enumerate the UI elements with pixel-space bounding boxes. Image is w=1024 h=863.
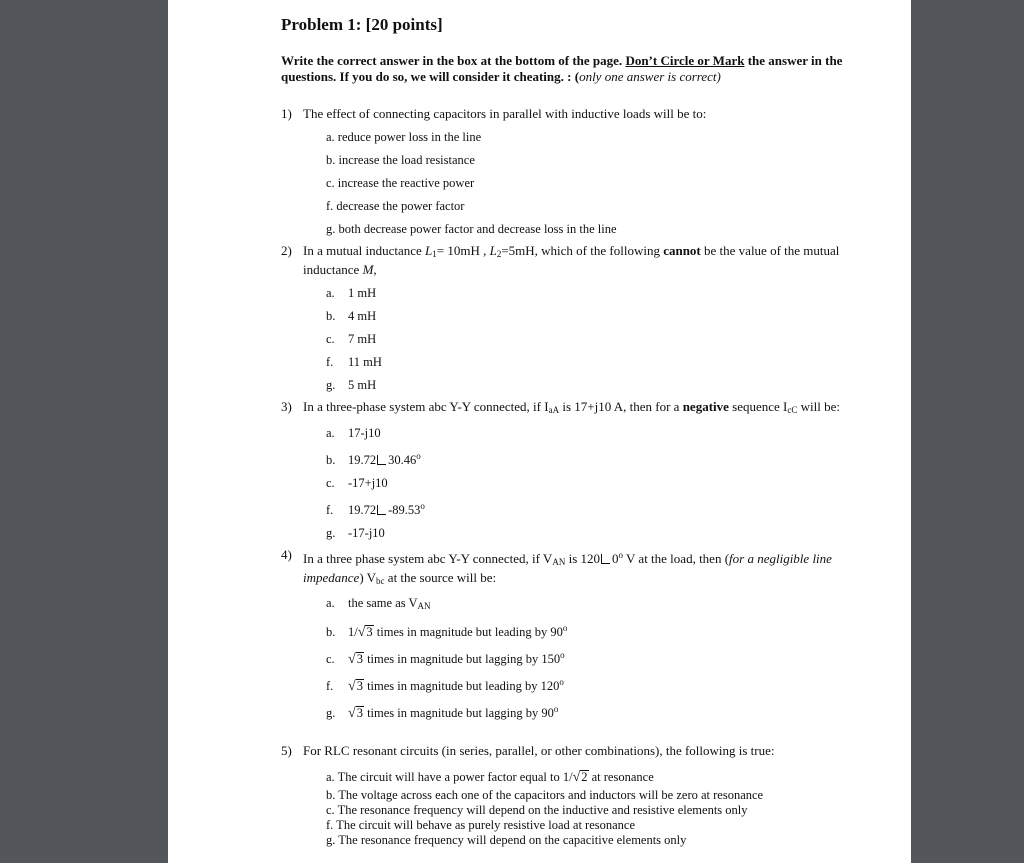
option-angle: -89.53 — [388, 503, 421, 517]
question-4-text — [303, 547, 871, 589]
option-5c: c. The resonance frequency will depend on the inductive and resistive elements only — [326, 803, 748, 817]
option-label: a. — [326, 426, 335, 440]
question-5 — [281, 743, 871, 848]
option-label: c. — [326, 652, 335, 666]
angle-symbol — [377, 505, 386, 515]
angle-symbol — [377, 455, 386, 465]
problem-title: Problem 1: [20 points] — [281, 15, 443, 34]
question-3-options — [326, 425, 871, 541]
degree-mark: o — [618, 550, 623, 560]
option-3g — [326, 525, 871, 541]
q2-l2-sub: 2 — [496, 249, 502, 259]
option-value: -17-j10 — [348, 526, 385, 540]
option-value: 4 mH — [348, 309, 377, 323]
q2-text-1: In a mutual inductance — [303, 243, 426, 258]
question-3-text — [303, 399, 871, 418]
question-2 — [281, 243, 871, 393]
sqrt-value: 3 — [366, 625, 373, 639]
option-value: 1 mH — [348, 286, 377, 300]
sqrt-symbol: √ — [348, 652, 356, 667]
option-fraction: 1/ — [348, 625, 358, 639]
q4-text-2: is 120 — [565, 551, 600, 566]
q3-text-4: will be: — [797, 399, 840, 414]
option-text: a. The circuit will have a power factor equal to — [326, 770, 563, 784]
option-4f — [326, 674, 871, 695]
option-value: 7 mH — [348, 332, 377, 346]
degree-mark: o — [553, 704, 559, 714]
instructions — [281, 53, 871, 85]
option-4b — [326, 620, 871, 641]
sqrt-symbol: √ — [348, 706, 356, 721]
option-1c: c. increase the reactive power — [326, 176, 475, 190]
q2-text-5: , — [373, 262, 377, 277]
q4-sub-2: bc — [376, 576, 385, 586]
q3-text-2: is 17+j10 A, then for a — [559, 399, 683, 414]
degree-mark: o — [416, 451, 421, 461]
option-value: the same as V — [348, 596, 418, 610]
question-1 — [281, 106, 871, 237]
q2-text-2: = 10mH , — [436, 243, 490, 258]
q2-text-4: be the value of the mutual inductance — [303, 243, 840, 277]
option-3f — [326, 498, 871, 518]
option-4a — [326, 595, 871, 614]
instructions-part2: the answer in the questions. If you do so, we will consider it cheating. : ( — [281, 53, 843, 84]
q3-sub-2: cC — [787, 405, 798, 415]
option-text-end: at resonance — [588, 770, 654, 784]
q2-bold: cannot — [663, 243, 701, 258]
option-sub: AN — [417, 601, 431, 611]
option-value: 5 mH — [348, 378, 377, 392]
option-value: 17-j10 — [348, 426, 381, 440]
option-4g — [326, 701, 871, 722]
option-3c — [326, 475, 871, 491]
q3-text-1: In a three-phase system abc Y-Y connected, if I — [303, 399, 549, 414]
degree-mark: o — [562, 623, 568, 633]
q4-text-6: at the source will be: — [384, 570, 497, 585]
option-angle: 30.46 — [388, 453, 417, 467]
q4-text-5: ) V — [359, 570, 377, 585]
option-5f: f. The circuit will behave as purely resistive load at resonance — [326, 818, 636, 832]
question-2-text — [303, 243, 871, 278]
option-value: times in magnitude but leading by 90 — [373, 625, 563, 639]
instructions-italic: only one answer is correct — [579, 69, 717, 84]
option-value: times in magnitude but lagging by 150 — [363, 652, 561, 666]
question-2-options — [326, 285, 871, 393]
question-4-options — [326, 595, 871, 722]
option-1g: g. both decrease power factor and decrease loss in the line — [326, 222, 617, 236]
option-value: times in magnitude but lagging by 90 — [363, 706, 554, 720]
option-3b — [326, 448, 871, 468]
q4-italic: for a negligible line impedance — [303, 551, 832, 585]
q4-text-1: In a three phase system abc Y-Y connected, if V — [303, 551, 553, 566]
q2-l1: L — [425, 243, 433, 258]
option-magnitude: 19.72 — [348, 453, 377, 467]
option-3a — [326, 425, 871, 441]
sqrt-value: 2 — [581, 770, 588, 784]
option-4c — [326, 647, 871, 668]
option-label: c. — [326, 476, 335, 490]
option-label: a. — [326, 596, 335, 610]
option-label: f. — [326, 355, 334, 369]
option-1a: a. reduce power loss in the line — [326, 130, 482, 144]
option-5g: g. The resonance frequency will depend on the capacitive elements only — [326, 833, 687, 847]
option-2g — [326, 377, 871, 393]
option-2b — [326, 308, 871, 324]
degree-mark: o — [420, 501, 425, 511]
pdf-page — [168, 0, 911, 863]
q4-text-4: V at the load, then ( — [623, 551, 730, 566]
q4-text-3: 0 — [612, 551, 619, 566]
question-4 — [281, 547, 871, 722]
option-label: g. — [326, 706, 336, 720]
option-label: g. — [326, 526, 336, 540]
degree-mark: o — [560, 650, 565, 660]
option-1b: b. increase the load resistance — [326, 153, 475, 167]
q4-sub-1: AN — [552, 557, 566, 567]
option-magnitude: 19.72 — [348, 503, 377, 517]
question-1-number: 1) — [281, 106, 292, 121]
option-label: f. — [326, 679, 334, 693]
page-content — [281, 14, 871, 848]
option-5a — [326, 769, 871, 786]
question-5-options — [326, 769, 871, 848]
option-label: b. — [326, 453, 336, 467]
question-2-number: 2) — [281, 243, 292, 258]
degree-mark: o — [559, 677, 564, 687]
option-label: c. — [326, 332, 335, 346]
option-2c — [326, 331, 871, 347]
q3-sub-1: aA — [548, 405, 560, 415]
sqrt-symbol: √ — [357, 625, 366, 640]
q2-l2: L — [489, 243, 497, 258]
option-label: b. — [326, 625, 336, 639]
option-value: times in magnitude but leading by 120 — [363, 679, 560, 693]
question-3 — [281, 399, 871, 541]
option-label: f. — [326, 503, 334, 517]
option-2f — [326, 354, 871, 370]
q2-text-3: =5mH, which of the following — [501, 243, 664, 258]
option-value: -17+j10 — [348, 476, 388, 490]
sqrt-symbol: √ — [348, 679, 356, 694]
question-3-number: 3) — [281, 399, 292, 414]
option-label: b. — [326, 309, 336, 323]
question-5-text: For RLC resonant circuits (in series, parallel, or other combinations), the following is true: — [303, 743, 775, 758]
option-label: g. — [326, 378, 336, 392]
option-value: 11 mH — [348, 355, 382, 369]
question-1-text: The effect of connecting capacitors in parallel with inductive loads will be to: — [303, 106, 707, 121]
q3-text-3: sequence I — [728, 399, 788, 414]
question-4-number: 4) — [281, 547, 292, 562]
option-label: a. — [326, 286, 335, 300]
q3-bold: negative — [682, 399, 729, 414]
question-5-number: 5) — [281, 743, 292, 758]
sqrt-symbol: √ — [572, 770, 581, 785]
q2-m: M — [362, 262, 374, 277]
option-1f: f. decrease the power factor — [326, 199, 465, 213]
option-fraction: 1/ — [562, 770, 573, 784]
q2-l1-sub: 1 — [432, 249, 437, 259]
option-5b: b. The voltage across each one of the capacitors and inductors will be zero at resonance — [326, 788, 764, 802]
sqrt-value: 3 — [356, 706, 363, 720]
option-2a — [326, 285, 871, 301]
angle-symbol — [601, 554, 610, 564]
instructions-underlined: Don’t Circle or Mark — [625, 53, 745, 68]
sqrt-value: 3 — [356, 679, 363, 693]
instructions-part1: Write the correct answer in the box at the bottom of the page. — [281, 53, 626, 68]
question-1-options — [326, 129, 871, 237]
sqrt-value: 3 — [356, 652, 363, 666]
instructions-part3: ) — [716, 69, 721, 84]
